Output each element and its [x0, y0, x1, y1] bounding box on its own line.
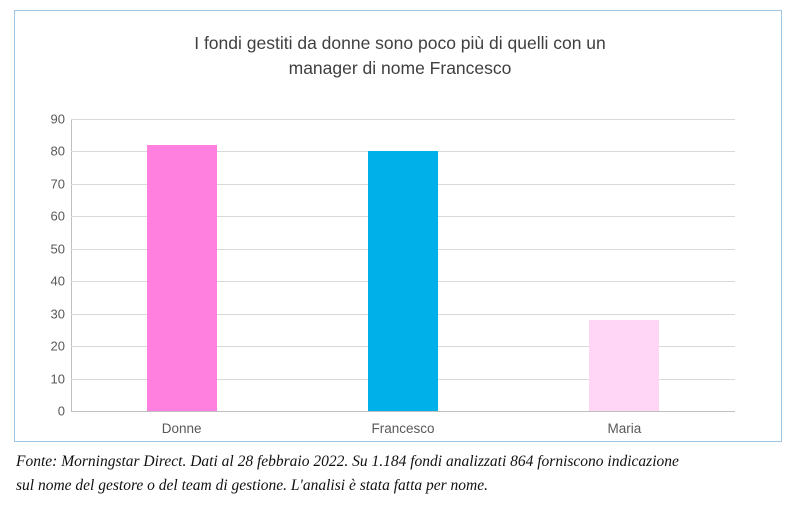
chart-container [14, 10, 782, 442]
chart-title [75, 31, 725, 82]
y-axis-tick-label: 20 [50, 338, 65, 354]
bar [368, 151, 438, 411]
y-axis-tick-label: 80 [50, 143, 65, 159]
plot-area [71, 119, 735, 411]
footnote-line-1: Fonte: Morningstar Direct. Dati al 28 febbraio 2022. Su 1.184 fondi analizzati 864 forniscono indicazione [16, 453, 679, 470]
y-axis-tick-label: 40 [50, 273, 65, 289]
y-axis-tick-labels [19, 111, 65, 419]
footnote-line-2: sul nome del gestore o del team di gestione. L'analisi è stata fatta per nome. [16, 477, 488, 495]
chart-title-line-1: I fondi gestiti da donne sono poco più di quelli con un [194, 33, 606, 53]
y-axis-tick-label: 0 [57, 403, 65, 419]
bar [589, 320, 659, 411]
chart-title-line-2: manager di nome Francesco [288, 58, 512, 79]
y-axis-tick-label: 30 [50, 306, 65, 322]
x-axis-tick-label: Maria [607, 421, 642, 436]
bar [147, 145, 217, 411]
y-axis-tick-label: 50 [50, 241, 65, 257]
x-axis-tick-label: Francesco [371, 421, 435, 436]
y-axis-tick-label: 10 [50, 371, 65, 387]
x-axis-tick-labels [71, 415, 735, 445]
y-axis-tick-label: 90 [50, 111, 65, 127]
footnote [16, 450, 782, 498]
y-axis-tick-label: 70 [50, 176, 65, 192]
x-axis-tick-label: Donne [161, 421, 202, 436]
grid-line [71, 119, 735, 120]
grid-line [71, 411, 735, 412]
y-axis-tick-label: 60 [50, 208, 65, 224]
